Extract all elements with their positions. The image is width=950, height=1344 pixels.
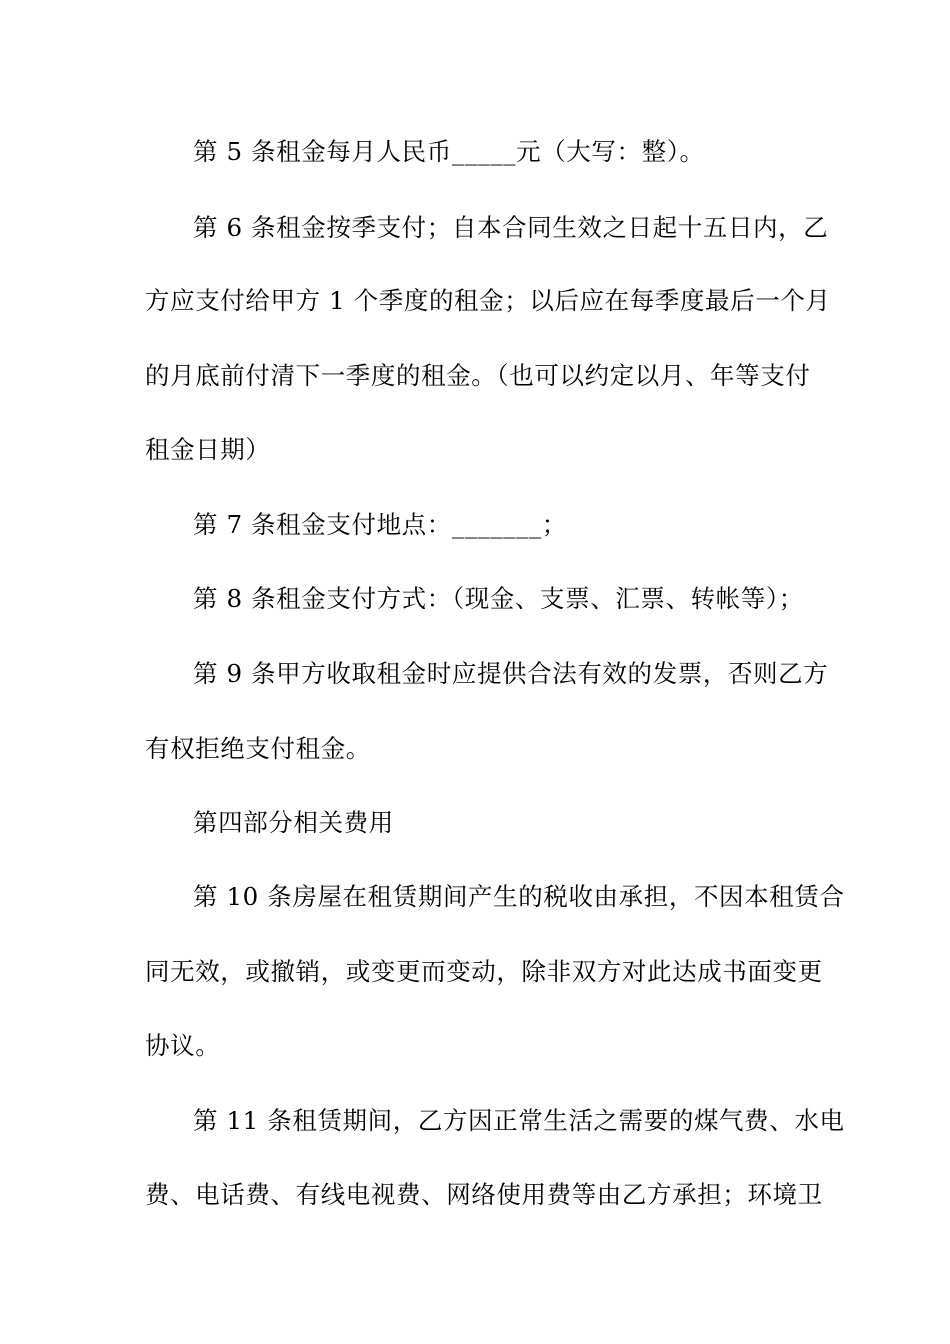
article-11-line-1: 第 11 条租赁期间，乙方因正常生活之需要的煤气费、水电 bbox=[193, 1106, 845, 1135]
article-10-line-1: 第 10 条房屋在租赁期间产生的税收由承担，不因本租赁合 bbox=[193, 882, 845, 911]
section-heading: 第四部分相关费用 bbox=[193, 808, 394, 837]
article-10-line-3: 协议。 bbox=[145, 1031, 221, 1060]
article-6-line-3: 的月底前付清下一季度的租金。（也可以约定以月、年等支付 bbox=[145, 361, 811, 390]
article-10-line-2: 同无效，或撤销，或变更而变动，除非双方对此达成书面变更 bbox=[145, 957, 823, 986]
article-9-line-2: 有权拒绝支付租金。 bbox=[145, 734, 371, 763]
article-8-line: 第 8 条租金支付方式：（现金、支票、汇票、转帐等）； bbox=[193, 584, 804, 613]
article-6-line-1: 第 6 条租金按季支付；自本合同生效之日起十五日内，乙 bbox=[193, 213, 829, 242]
article-5-line: 第 5 条租金每月人民币_____元（大写：整）。 bbox=[193, 137, 705, 166]
article-11-line-2: 费、电话费、有线电视费、网络使用费等由乙方承担；环境卫 bbox=[145, 1180, 823, 1209]
article-6-line-4: 租金日期） bbox=[145, 435, 271, 464]
article-7-line: 第 7 条租金支付地点：_______； bbox=[193, 510, 567, 539]
article-6-line-2: 方应支付给甲方 1 个季度的租金；以后应在每季度最后一个月 bbox=[145, 286, 831, 315]
article-9-line-1: 第 9 条甲方收取租金时应提供合法有效的发票，否则乙方 bbox=[193, 659, 829, 688]
